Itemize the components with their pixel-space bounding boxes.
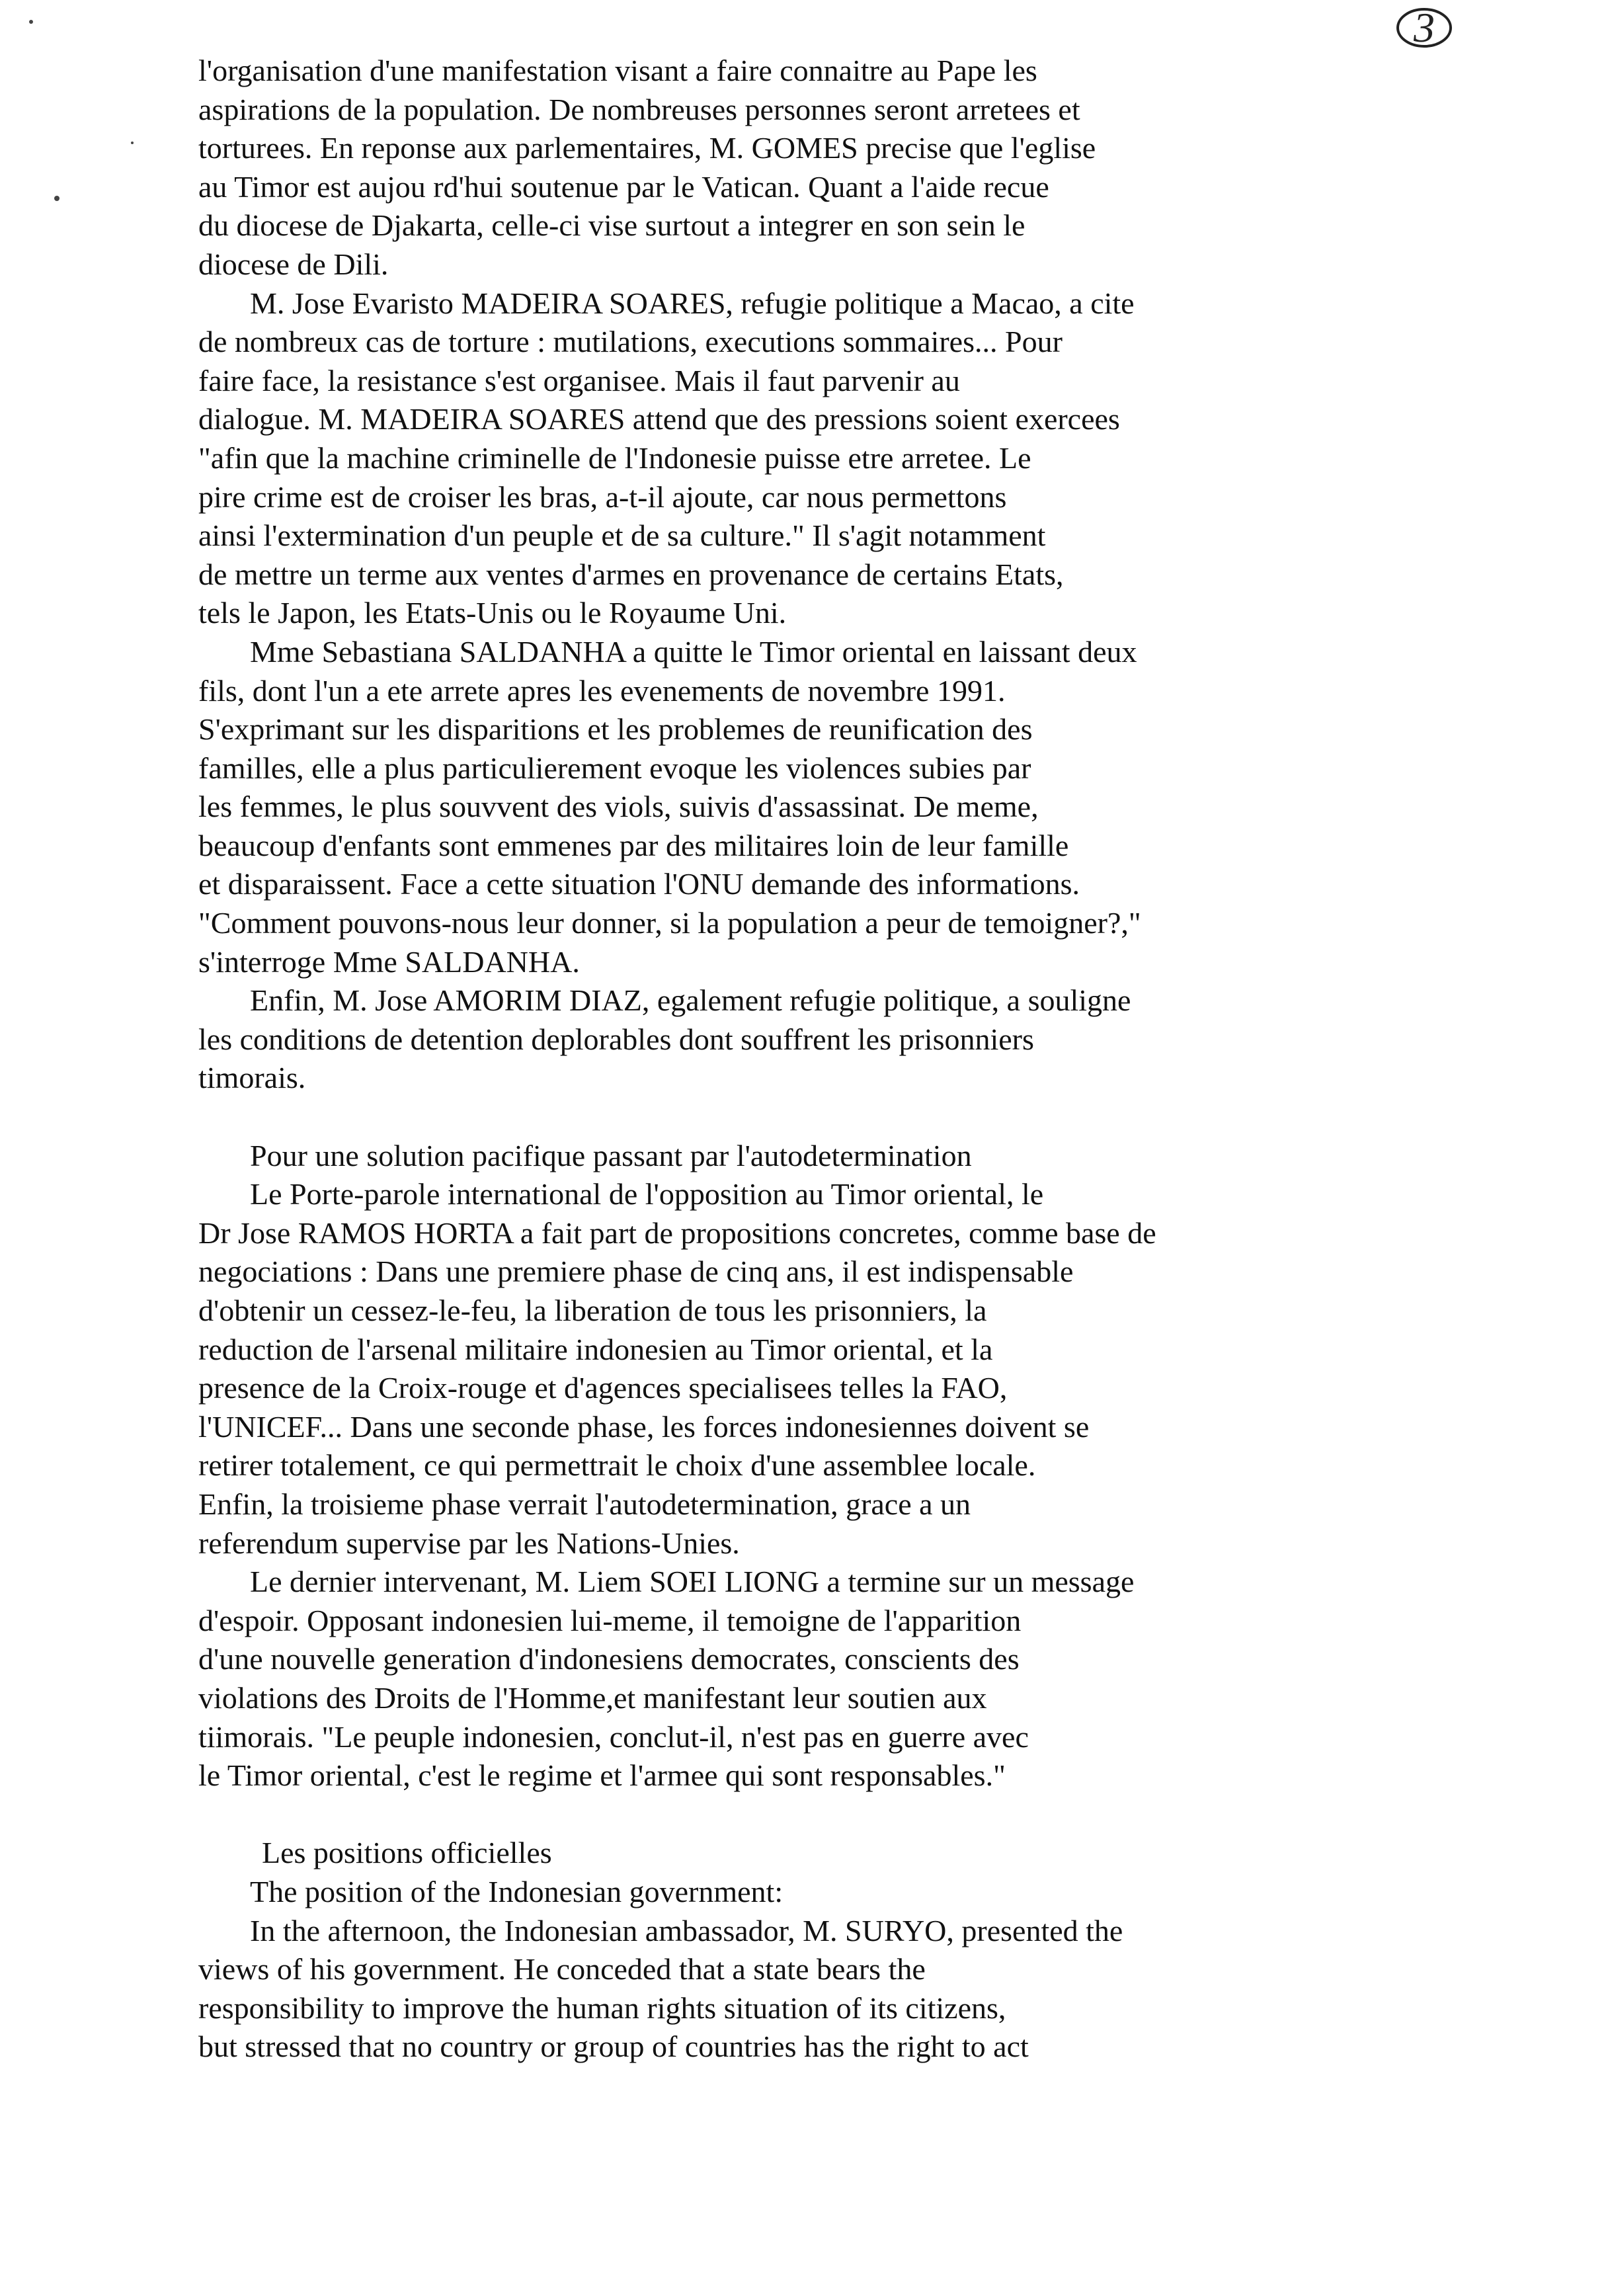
paragraph bbox=[198, 981, 1508, 1098]
text-line: aspirations de la population. De nombreuses personnes seront arretees et bbox=[198, 92, 1080, 126]
paragraph bbox=[198, 1912, 1508, 2067]
text-line: S'exprimant sur les disparitions et les problemes de reunification des bbox=[198, 712, 1033, 747]
text-line: violations des Droits de l'Homme,et manifestant leur soutien aux bbox=[198, 1680, 987, 1715]
paragraph bbox=[198, 1175, 1508, 1563]
text-line: diocese de Dili. bbox=[198, 247, 389, 281]
text-line: referendum supervise par les Nations-Unies. bbox=[198, 1526, 740, 1560]
paragraph bbox=[198, 633, 1508, 981]
blank-line bbox=[198, 1795, 1508, 1834]
paragraph bbox=[198, 52, 1508, 284]
text-line: but stressed that no country or group of countries has the right to act bbox=[198, 2030, 1029, 2064]
text-line: pire crime est de croiser les bras, a-t-il ajoute, car nous permettons bbox=[198, 479, 1007, 514]
text-line: "Comment pouvons-nous leur donner, si la population a peur de temoigner?," bbox=[198, 906, 1141, 940]
text-line: faire face, la resistance s'est organisee. Mais il faut parvenir au bbox=[198, 363, 960, 397]
blank-line bbox=[198, 1098, 1508, 1137]
scan-speck bbox=[54, 196, 60, 201]
text-line: Mme Sebastiana SALDANHA a quitte le Timor oriental en laissant deux bbox=[250, 634, 1137, 669]
text-line: Le dernier intervenant, M. Liem SOEI LIONG a termine sur un message bbox=[250, 1565, 1135, 1599]
text-line: de nombreux cas de torture : mutilations, executions sommaires... Pour bbox=[198, 325, 1063, 359]
text-line: d'espoir. Opposant indonesien lui-meme, il temoigne de l'apparition bbox=[198, 1603, 1022, 1637]
text-line: views of his government. He conceded that a state bears the bbox=[198, 1952, 926, 1987]
text-line: timorais. bbox=[198, 1061, 306, 1095]
text-line: Enfin, M. Jose AMORIM DIAZ, egalement refugie politique, a souligne bbox=[250, 983, 1131, 1018]
text-line: les conditions de detention deplorables dont souffrent les prisonniers bbox=[198, 1022, 1034, 1056]
text-line: beaucoup d'enfants sont emmenes par des militaires loin de leur famille bbox=[198, 828, 1069, 862]
page-number bbox=[1394, 5, 1455, 50]
text-line: In the afternoon, the Indonesian ambassador, M. SURYO, presented the bbox=[250, 1913, 1123, 1948]
text-line: tels le Japon, les Etats-Unis ou le Royaume Uni. bbox=[198, 596, 787, 630]
text-line: l'UNICEF... Dans une seconde phase, les forces indonesiennes doivent se bbox=[198, 1409, 1090, 1444]
paragraph bbox=[198, 284, 1508, 633]
text-line: responsibility to improve the human rights situation of its citizens, bbox=[198, 1990, 1006, 2025]
section-subheading: The position of the Indonesian government: bbox=[250, 1874, 784, 1908]
text-line: ainsi l'extermination d'un peuple et de sa culture." Il s'agit notamment bbox=[198, 518, 1046, 553]
text-line: les femmes, le plus souvvent des viols, suivis d'assassinat. De meme, bbox=[198, 790, 1039, 824]
paragraph bbox=[198, 1563, 1508, 1795]
text-line: le Timor oriental, c'est le regime et l'armee qui sont responsables." bbox=[198, 1758, 1006, 1793]
text-line: Enfin, la troisieme phase verrait l'autodetermination, grace a un bbox=[198, 1487, 971, 1521]
text-line: dialogue. M. MADEIRA SOARES attend que des pressions soient exercees bbox=[198, 402, 1120, 436]
text-line: d'obtenir un cessez-le-feu, la liberation de tous les prisonniers, la bbox=[198, 1293, 987, 1327]
text-line: au Timor est aujou rd'hui soutenue par le Vatican. Quant a l'aide recue bbox=[198, 169, 1049, 204]
page-number-text: 3 bbox=[1414, 4, 1435, 51]
text-line: du diocese de Djakarta, celle-ci vise surtout a integrer en son sein le bbox=[198, 208, 1025, 243]
text-line: retirer totalement, ce qui permettrait le choix d'une assemblee locale. bbox=[198, 1448, 1036, 1483]
text-line: l'organisation d'une manifestation visant a faire connaitre au Pape les bbox=[198, 54, 1037, 87]
text-line: de mettre un terme aux ventes d'armes en provenance de certains Etats, bbox=[198, 557, 1064, 591]
text-line: "afin que la machine criminelle de l'Indonesie puisse etre arretee. Le bbox=[198, 440, 1031, 475]
section-heading: Pour une solution pacifique passant par l'autodetermination bbox=[250, 1138, 972, 1172]
text-line: Dr Jose RAMOS HORTA a fait part de propositions concretes, comme base de bbox=[198, 1215, 1156, 1250]
text-line: et disparaissent. Face a cette situation l'ONU demande des informations. bbox=[198, 867, 1080, 901]
scan-speck bbox=[131, 142, 134, 144]
text-line: presence de la Croix-rouge et d'agences specialisees telles la FAO, bbox=[198, 1371, 1008, 1405]
text-line: d'une nouvelle generation d'indonesiens democrates, conscients des bbox=[198, 1642, 1020, 1676]
scan-speck bbox=[29, 20, 33, 24]
text-line: reduction de l'arsenal militaire indonesien au Timor oriental, et la bbox=[198, 1332, 993, 1366]
text-line: familles, elle a plus particulierement evoque les violences subies par bbox=[198, 751, 1031, 785]
section-heading: Les positions officielles bbox=[262, 1836, 552, 1870]
text-line: s'interroge Mme SALDANHA. bbox=[198, 944, 580, 979]
text-line: torturees. En reponse aux parlementaires, M. GOMES precise que l'eglise bbox=[198, 131, 1096, 165]
text-line: M. Jose Evaristo MADEIRA SOARES, refugie politique a Macao, a cite bbox=[250, 286, 1135, 320]
text-line: Le Porte-parole international de l'opposition au Timor oriental, le bbox=[250, 1177, 1044, 1211]
text-line: negociations : Dans une premiere phase de cinq ans, il est indispensable bbox=[198, 1254, 1074, 1289]
text-line: tiimorais. "Le peuple indonesien, conclut-il, n'est pas en guerre avec bbox=[198, 1719, 1029, 1754]
document-body bbox=[198, 52, 1508, 2067]
text-line: fils, dont l'un a ete arrete apres les evenements de novembre 1991. bbox=[198, 673, 1006, 708]
